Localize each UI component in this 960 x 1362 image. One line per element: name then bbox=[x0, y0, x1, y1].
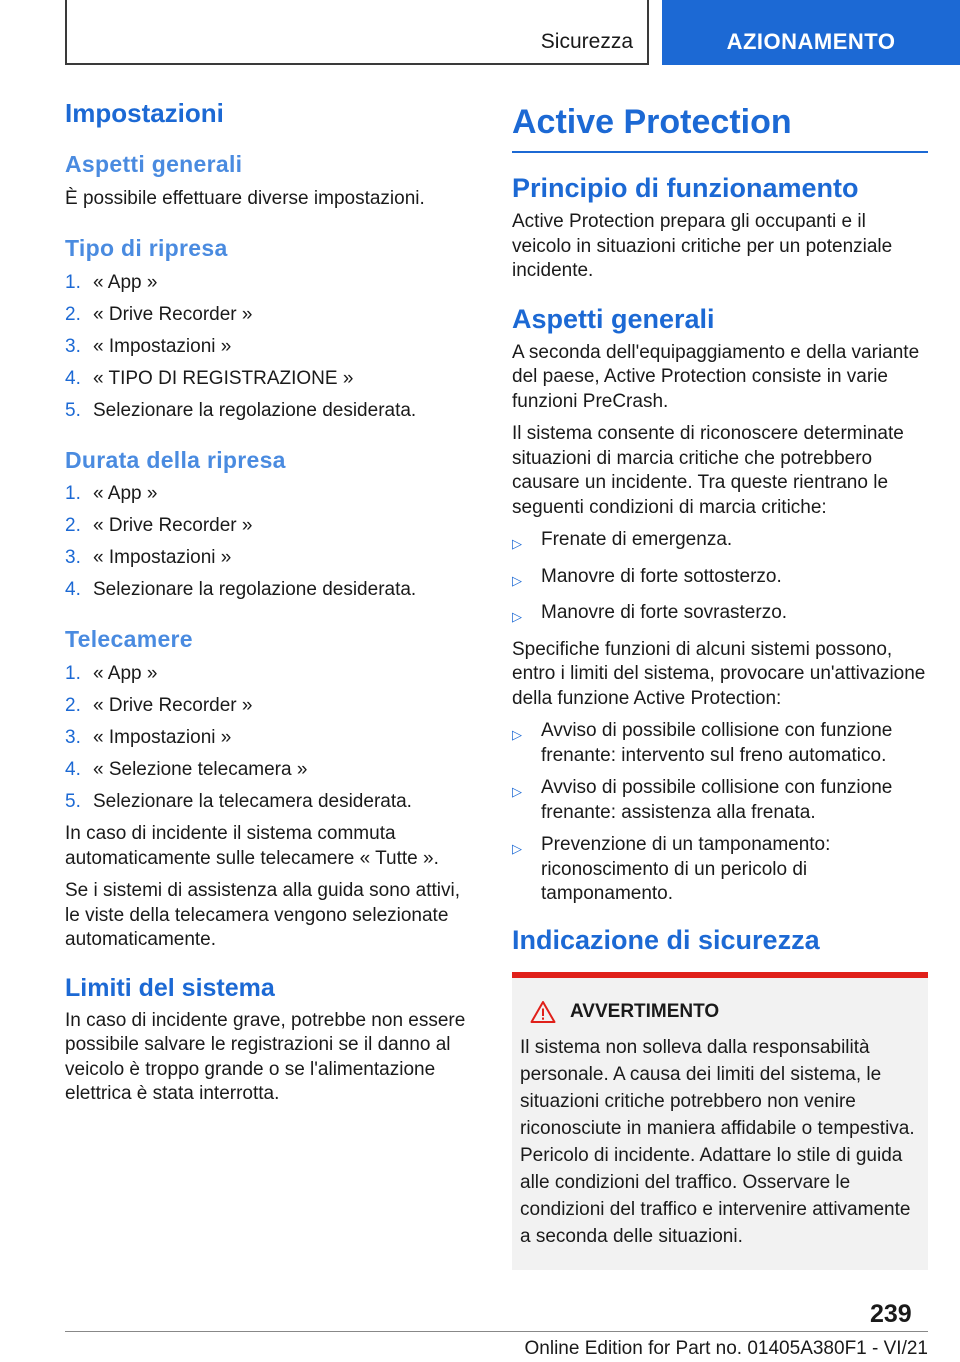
list-item: 3. « Impostazioni » bbox=[65, 727, 232, 749]
footer-edition: Online Edition for Part no. 01405A380F1 - VI/21 bbox=[524, 1338, 928, 1359]
heading-aspetti-generali-right: Aspetti generali bbox=[512, 303, 715, 334]
list-item: ▷ Prevenzione di un tamponamento: riconoscimento di un pericolo di tamponamento. bbox=[512, 833, 928, 907]
heading-aspetti-generali: Aspetti generali bbox=[65, 151, 243, 178]
warning-paragraph-1: Il sistema non solleva dalla responsabilità personale. A causa dei limiti del sistema, le situazioni critiche potrebbero non venire riconosciute in maniera affidabile o tempestiva. bbox=[520, 1037, 915, 1140]
page-number: 239 bbox=[870, 1300, 912, 1328]
bullets-condizioni bbox=[512, 528, 928, 630]
paragraph-principio: Active Protection prepara gli occupanti e il veicolo in situazioni critiche per un potenziale incidente. bbox=[512, 211, 893, 282]
list-item: 3. « Impostazioni » bbox=[65, 335, 232, 357]
list-item: 5. Selezionare la telecamera desiderata. bbox=[65, 791, 412, 813]
list-item: 2. « Drive Recorder » bbox=[65, 695, 253, 717]
header-frame bbox=[65, 0, 649, 65]
title-divider bbox=[512, 151, 928, 153]
triangle-bullet-icon: ▷ bbox=[512, 784, 522, 800]
list-item: 1. « App » bbox=[65, 483, 158, 505]
header-chapter-tab: AZIONAMENTO bbox=[662, 0, 960, 65]
list-item: ▷ Manovre di forte sovrasterzo. bbox=[512, 601, 928, 630]
warning-label: AVVERTIMENTO bbox=[570, 1001, 720, 1023]
bullets-funzioni bbox=[512, 719, 928, 907]
warning-triangle-icon bbox=[530, 1000, 556, 1024]
triangle-bullet-icon: ▷ bbox=[512, 727, 522, 743]
list-item: ▷ Manovre di forte sottosterzo. bbox=[512, 565, 928, 594]
heading-telecamere: Telecamere bbox=[65, 626, 193, 653]
list-item: 4. « Selezione telecamera » bbox=[65, 759, 308, 781]
list-item: 3. « Impostazioni » bbox=[65, 547, 232, 569]
heading-tipo-ripresa: Tipo di ripresa bbox=[65, 235, 228, 262]
footer-divider bbox=[65, 1331, 928, 1332]
paragraph-telecamere-2: Se i sistemi di assistenza alla guida sono attivi, le viste della telecamera vengono selezionate automaticamente. bbox=[65, 880, 460, 951]
list-item: ▷ Avviso di possibile collisione con funzione frenante: intervento sul freno automatico. bbox=[512, 719, 928, 768]
list-item: 1. « App » bbox=[65, 271, 158, 293]
right-column bbox=[512, 98, 928, 1270]
list-item: 4. Selezionare la regolazione desiderata. bbox=[65, 579, 417, 601]
paragraph-general-3: Specifiche funzioni di alcuni sistemi possono, entro i limiti del sistema, provocare un'attivazione della funzione Active Protection: bbox=[512, 638, 926, 709]
steps-durata-ripresa bbox=[65, 482, 480, 602]
list-item: 2. « Drive Recorder » bbox=[65, 515, 253, 537]
triangle-bullet-icon: ▷ bbox=[512, 609, 522, 625]
warning-paragraph-2: Pericolo di incidente. Adattare lo stile di guida alle condizioni del traffico. Osservare le condizioni del traffico e intervenire attivamente a seconda delle situazioni. bbox=[520, 1145, 911, 1248]
left-column bbox=[65, 98, 480, 1115]
paragraph-general-2: Il sistema consente di riconoscere determinate situazioni di marcia critiche che potrebbero causare un incidente. Tra queste rientrano le seguenti condizioni di marcia critiche: bbox=[512, 423, 904, 518]
section-title-active-protection: Active Protection bbox=[512, 103, 792, 141]
paragraph-limiti: In caso di incidente grave, potrebbe non essere possibile salvare le registrazioni se il danno al veicolo è troppo grande o se l'alimentazione elettrica è stata interrotta. bbox=[65, 1009, 466, 1105]
steps-tipo-ripresa bbox=[65, 271, 480, 423]
list-item: 4. « TIPO DI REGISTRAZIONE » bbox=[65, 367, 354, 389]
triangle-bullet-icon: ▷ bbox=[512, 536, 522, 552]
warning-box bbox=[512, 972, 928, 1270]
section-title-impostazioni: Impostazioni bbox=[65, 98, 224, 128]
triangle-bullet-icon: ▷ bbox=[512, 572, 522, 588]
steps-telecamere bbox=[65, 662, 480, 814]
list-item: 5. Selezionare la regolazione desiderata. bbox=[65, 399, 417, 421]
heading-durata-ripresa: Durata della ripresa bbox=[65, 446, 286, 473]
paragraph-telecamere-1: In caso di incidente il sistema commuta automaticamente sulle telecamere « Tutte ». bbox=[65, 823, 439, 869]
paragraph-general-1: A seconda dell'equipaggiamento e della variante del paese, Active Protection consiste in varie funzioni PreCrash. bbox=[512, 341, 920, 412]
list-item: ▷ Frenate di emergenza. bbox=[512, 528, 928, 557]
heading-indicazione-sicurezza: Indicazione di sicurezza bbox=[512, 924, 820, 955]
heading-limiti-sistema: Limiti del sistema bbox=[65, 973, 275, 1002]
triangle-bullet-icon: ▷ bbox=[512, 841, 522, 857]
header-section: Sicurezza bbox=[540, 30, 633, 53]
heading-principio: Principio di funzionamento bbox=[512, 173, 859, 204]
list-item: ▷ Avviso di possibile collisione con funzione frenante: assistenza alla frenata. bbox=[512, 776, 928, 825]
list-item: 2. « Drive Recorder » bbox=[65, 303, 253, 325]
paragraph-general: È possibile effettuare diverse impostazioni. bbox=[65, 187, 425, 209]
warning-header bbox=[520, 1000, 920, 1024]
list-item: 1. « App » bbox=[65, 663, 158, 685]
